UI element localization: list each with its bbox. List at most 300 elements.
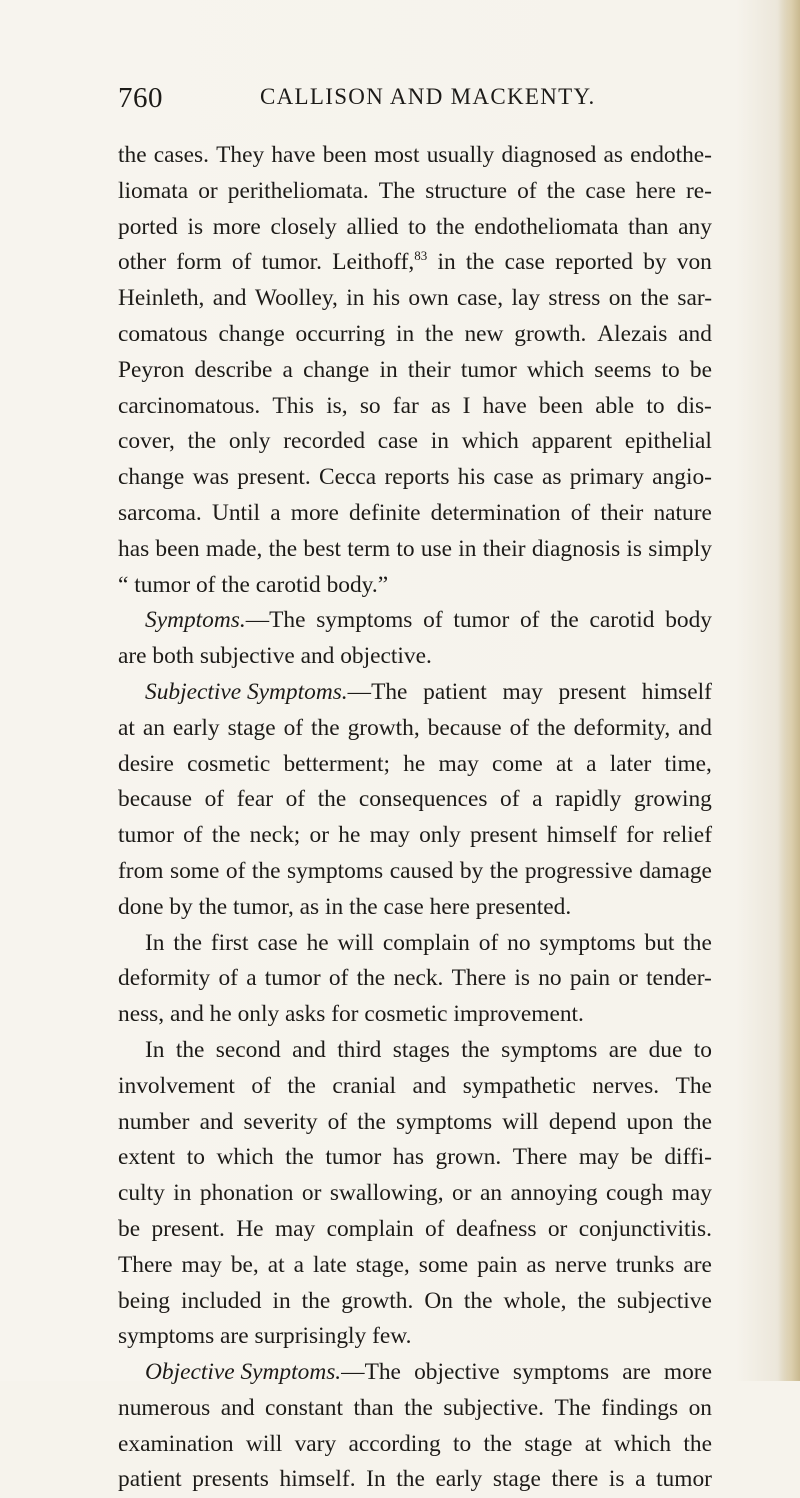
word: tumor (656, 1466, 712, 1493)
word: tender- (646, 965, 712, 992)
word: a (246, 965, 257, 992)
word: findings (601, 1394, 679, 1421)
text-line (118, 1212, 712, 1248)
word: is, (326, 392, 348, 419)
word: presents (192, 1466, 269, 1493)
word: been (322, 142, 367, 168)
word: may (181, 1251, 222, 1278)
word: because (427, 714, 502, 741)
word: in (325, 893, 344, 920)
word: is (514, 965, 531, 992)
word: he (306, 929, 329, 956)
word: The (675, 1072, 712, 1099)
word: due (648, 1036, 683, 1063)
word: form (176, 249, 222, 276)
word: their (600, 499, 644, 526)
word: complain (382, 929, 470, 956)
word: may (502, 678, 543, 705)
word: symptoms (316, 607, 413, 634)
word: in (346, 285, 365, 312)
word: The (554, 1394, 591, 1421)
word: the (537, 714, 566, 741)
word: the (173, 929, 202, 956)
word: definite (349, 499, 421, 526)
word: present (558, 678, 627, 705)
word: In (145, 929, 165, 956)
word: vary (294, 1430, 337, 1457)
word: at (555, 750, 573, 777)
word: second (215, 1036, 281, 1063)
word: nerve (554, 1251, 607, 1278)
word: betterment; (283, 750, 390, 777)
word: in (173, 1180, 192, 1207)
word: be (630, 1144, 653, 1171)
word: asks (285, 1001, 326, 1028)
word: the (461, 1036, 490, 1063)
word: and (199, 1108, 234, 1135)
word: of (509, 714, 530, 741)
word: apparent (531, 428, 613, 455)
word: There (512, 1144, 568, 1171)
word: objective. (340, 643, 432, 670)
word: there (551, 1466, 599, 1493)
word: conjunctivitis. (578, 1215, 712, 1242)
word: growing (633, 786, 712, 813)
word: will (502, 1108, 539, 1135)
word: or (198, 177, 218, 204)
word: later (609, 750, 652, 777)
word: the (198, 893, 228, 920)
running-title: CALLISON AND MACKENTY. (260, 84, 596, 109)
word: This (272, 392, 315, 419)
word: stage (492, 1466, 541, 1493)
word: the (550, 607, 579, 634)
word: or (547, 1215, 568, 1242)
word: most (374, 142, 420, 168)
word: tumor (118, 822, 174, 849)
word: being (118, 1287, 170, 1314)
word: case (383, 893, 424, 920)
word: his (372, 285, 401, 312)
word: be (118, 1215, 141, 1242)
word: the (489, 857, 519, 884)
word: allied (346, 213, 399, 240)
word: may (578, 1144, 620, 1171)
word: cranial (332, 1072, 397, 1099)
word: case (504, 249, 545, 276)
word: on (688, 1394, 712, 1421)
word: lay (511, 285, 541, 312)
text-line (118, 389, 712, 425)
word: himself (546, 822, 617, 849)
word: he (209, 1001, 232, 1028)
word: deformity, (573, 714, 671, 741)
word: growth, (347, 714, 420, 741)
word: —The (341, 1359, 401, 1386)
word: his (457, 464, 486, 491)
word: which (613, 1430, 672, 1457)
word: patient (118, 1466, 182, 1493)
heading-run (145, 675, 407, 711)
text-line (118, 353, 712, 389)
word: The (378, 177, 416, 204)
word: any (678, 213, 712, 240)
word: symptoms (286, 857, 384, 884)
word: stress (548, 285, 601, 312)
word: structure (425, 177, 508, 204)
word: subjective (199, 643, 295, 670)
word: desire (118, 750, 174, 777)
word: Cecca (319, 464, 377, 491)
word: the (187, 428, 217, 455)
word: subjective. (443, 1394, 545, 1421)
word: closely (270, 213, 337, 240)
section-heading: Symptoms. (145, 607, 246, 634)
text-line (118, 317, 712, 353)
word: some (418, 1251, 469, 1278)
word: the (221, 571, 250, 598)
word: growth. (514, 320, 587, 347)
word: than (628, 213, 669, 240)
word: extent (118, 1144, 176, 1171)
word: comatous (118, 320, 208, 347)
word: tumor (453, 607, 510, 634)
word: to (396, 535, 415, 562)
word: may (369, 822, 410, 849)
word: term (347, 535, 391, 562)
text-line (118, 711, 712, 747)
word: use (420, 535, 453, 562)
word: to (661, 356, 680, 383)
word: to (646, 392, 665, 419)
word: present. (151, 1215, 225, 1242)
word: of (231, 249, 252, 276)
word: was (192, 464, 229, 491)
word: in (458, 535, 477, 562)
word: far (392, 392, 419, 419)
word: whole, (503, 1287, 567, 1314)
word: third (337, 1036, 382, 1063)
word: the (683, 1430, 712, 1457)
word: ness, (118, 1001, 165, 1028)
word: dis- (676, 392, 712, 419)
word: annoying (510, 1180, 598, 1207)
word: the (465, 249, 495, 276)
word: other (118, 249, 167, 276)
word: carotid (255, 571, 321, 598)
word: neck; (249, 822, 301, 849)
word: as (299, 893, 320, 920)
word: von (676, 249, 712, 276)
word: pain (569, 965, 611, 992)
word: by (643, 249, 667, 276)
word: more (290, 499, 339, 526)
word: a (635, 1466, 646, 1493)
page-edge-shading (778, 0, 800, 1381)
word: damage (639, 857, 712, 884)
word: tumor (264, 965, 321, 992)
word: and (678, 320, 712, 347)
word: describe (194, 356, 273, 383)
word: he (338, 822, 361, 849)
word: as (430, 392, 451, 419)
word: culty (118, 1180, 165, 1207)
word: which (526, 356, 585, 383)
word: sympathetic (462, 1072, 576, 1099)
text-line (118, 460, 712, 496)
word: of (195, 571, 216, 598)
word: are (622, 1359, 651, 1386)
text-line (118, 1462, 712, 1498)
word: to (186, 1144, 205, 1171)
word: nerves. (592, 1072, 660, 1099)
word: ported (118, 213, 178, 240)
word: surprisingly (254, 1323, 367, 1350)
heading-run (145, 1355, 401, 1391)
text-line (118, 997, 712, 1033)
word: the (577, 1287, 607, 1314)
word: of (500, 786, 520, 813)
word: both (152, 643, 195, 670)
word: on (608, 285, 633, 312)
word: the (317, 786, 347, 813)
word: endotheliomata (474, 213, 619, 240)
word: cosmetic (187, 750, 271, 777)
word: the (356, 965, 386, 992)
word: been (155, 535, 200, 562)
page-number: 760 (118, 82, 163, 114)
word: swallowing, (329, 1180, 444, 1207)
word: change (303, 356, 370, 383)
word: In (145, 1036, 165, 1063)
text-line (118, 639, 712, 675)
body-text (118, 138, 712, 1498)
word: trunks (615, 1251, 675, 1278)
word: of (285, 786, 306, 813)
text-line (118, 210, 712, 246)
word: the (301, 1287, 331, 1314)
text-line (118, 532, 712, 568)
word: of (183, 822, 203, 849)
word: are (683, 1251, 712, 1278)
text-line (118, 568, 712, 604)
word: of (328, 965, 349, 992)
word: an (479, 1180, 503, 1207)
section-heading: Subjective Symptoms. (145, 678, 348, 705)
word: presented. (475, 893, 572, 920)
text-line (118, 890, 712, 926)
text-line (118, 1284, 712, 1320)
text-line (118, 1105, 712, 1141)
word: time, (664, 750, 712, 777)
word: own (408, 285, 449, 312)
text-line (118, 424, 712, 460)
word: There (451, 965, 507, 992)
word: grown. (435, 1144, 502, 1171)
word: primary (569, 464, 644, 491)
word: recorded (283, 428, 366, 455)
word: early (172, 714, 220, 741)
word: deafness (455, 1215, 537, 1242)
word: upon (626, 1108, 674, 1135)
word: progressive (524, 857, 633, 884)
word: the (404, 1394, 433, 1421)
text-line (118, 1033, 712, 1069)
word: may (671, 1180, 712, 1207)
word: examination (118, 1430, 234, 1457)
word: more (212, 213, 261, 240)
text-line (118, 926, 712, 962)
word: the (683, 929, 712, 956)
word: a (293, 1251, 305, 1278)
word: fear (236, 786, 274, 813)
word: are (220, 1323, 249, 1350)
word: cosmetic (364, 1001, 448, 1028)
word: in (396, 320, 415, 347)
word: at (118, 714, 135, 741)
word: peritheliomata. (227, 177, 369, 204)
word: will (245, 1430, 283, 1457)
word: the (285, 1144, 314, 1171)
word: diffi- (664, 1144, 712, 1171)
word: is (187, 213, 204, 240)
word: cough (606, 1180, 664, 1207)
word: symptoms (539, 929, 636, 956)
word: by (459, 857, 484, 884)
word: carcinomatous. (118, 392, 261, 419)
word: and (170, 1001, 204, 1028)
word: which (216, 1144, 274, 1171)
word: and (220, 1394, 255, 1421)
word: symptoms (118, 1323, 215, 1350)
word: no (538, 965, 562, 992)
word: the (396, 1466, 425, 1493)
word: the (683, 1108, 712, 1135)
word: There (118, 1251, 173, 1278)
word: usually (426, 142, 495, 168)
text-line (118, 281, 712, 317)
word: stage (524, 1430, 573, 1457)
word: and (412, 1072, 447, 1099)
word: made, (205, 535, 263, 562)
word: In (366, 1466, 386, 1493)
word: he (403, 750, 426, 777)
word: epithelial (624, 428, 712, 455)
word: symptoms (501, 1036, 598, 1063)
word: have (482, 392, 527, 419)
word: determination (430, 499, 561, 526)
running-header (118, 82, 718, 122)
word: for (626, 822, 654, 849)
word: the (357, 1108, 386, 1135)
word: be, (230, 1251, 259, 1278)
word: carotid (589, 607, 655, 634)
word: diagnosis (531, 535, 621, 562)
word: I (462, 392, 471, 419)
text-line (118, 747, 712, 783)
word: subjective (617, 1287, 712, 1314)
text-line (118, 1391, 712, 1427)
word: tumor (460, 356, 517, 383)
text-line (118, 782, 712, 818)
word: at (584, 1430, 602, 1457)
word: of (425, 1215, 445, 1242)
word: of (218, 965, 238, 992)
text-line (118, 961, 712, 997)
word: of (327, 1108, 348, 1135)
word: in (272, 1287, 291, 1314)
word: of (251, 1072, 271, 1099)
word: present. (237, 464, 311, 491)
text-line (118, 496, 712, 532)
word: case (493, 464, 534, 491)
word: occurring (295, 320, 386, 347)
word: of (519, 607, 540, 634)
word: as (526, 1251, 546, 1278)
word: from (118, 857, 164, 884)
word: will (337, 929, 374, 956)
word: to (408, 213, 427, 240)
word: an (142, 714, 165, 741)
word: body.” (326, 571, 389, 598)
word: or (618, 965, 638, 992)
word: able (595, 392, 635, 419)
word: tumor. (261, 249, 323, 276)
word: case (585, 177, 626, 204)
word: the (311, 714, 340, 741)
word: the (175, 1036, 205, 1063)
word: are (118, 643, 147, 670)
word: and (678, 714, 712, 741)
word: at (267, 1251, 285, 1278)
word: done (118, 893, 164, 920)
word: or (452, 1180, 472, 1207)
word: caused (389, 857, 454, 884)
word: phonation (199, 1180, 294, 1207)
word: pain (477, 1251, 518, 1278)
word: as (541, 464, 562, 491)
word: stages (392, 1036, 450, 1063)
word: than (353, 1394, 394, 1421)
word: symptoms (395, 1108, 493, 1135)
word: a (282, 356, 293, 383)
word: numerous (118, 1394, 211, 1421)
word: stage, (355, 1251, 410, 1278)
word: endothe- (630, 142, 712, 168)
word: best (303, 535, 342, 562)
word: the (211, 822, 241, 849)
word: reported (555, 249, 633, 276)
word: patient (423, 678, 487, 705)
word: their (407, 356, 451, 383)
footnote-reference: 83 (414, 248, 428, 264)
word: for (331, 1001, 359, 1028)
word: been (538, 392, 584, 419)
word: in (430, 428, 449, 455)
word: depend (548, 1108, 617, 1135)
word: according (348, 1430, 441, 1457)
word: their (482, 535, 526, 562)
word: only (237, 1001, 280, 1028)
heading-run (145, 603, 305, 639)
word: diagnosed (501, 142, 597, 168)
word: of (283, 714, 304, 741)
word: or (309, 822, 330, 849)
word: body (665, 607, 712, 634)
word: —The (347, 678, 408, 705)
word: has (392, 1144, 424, 1171)
word: —The (245, 607, 306, 634)
